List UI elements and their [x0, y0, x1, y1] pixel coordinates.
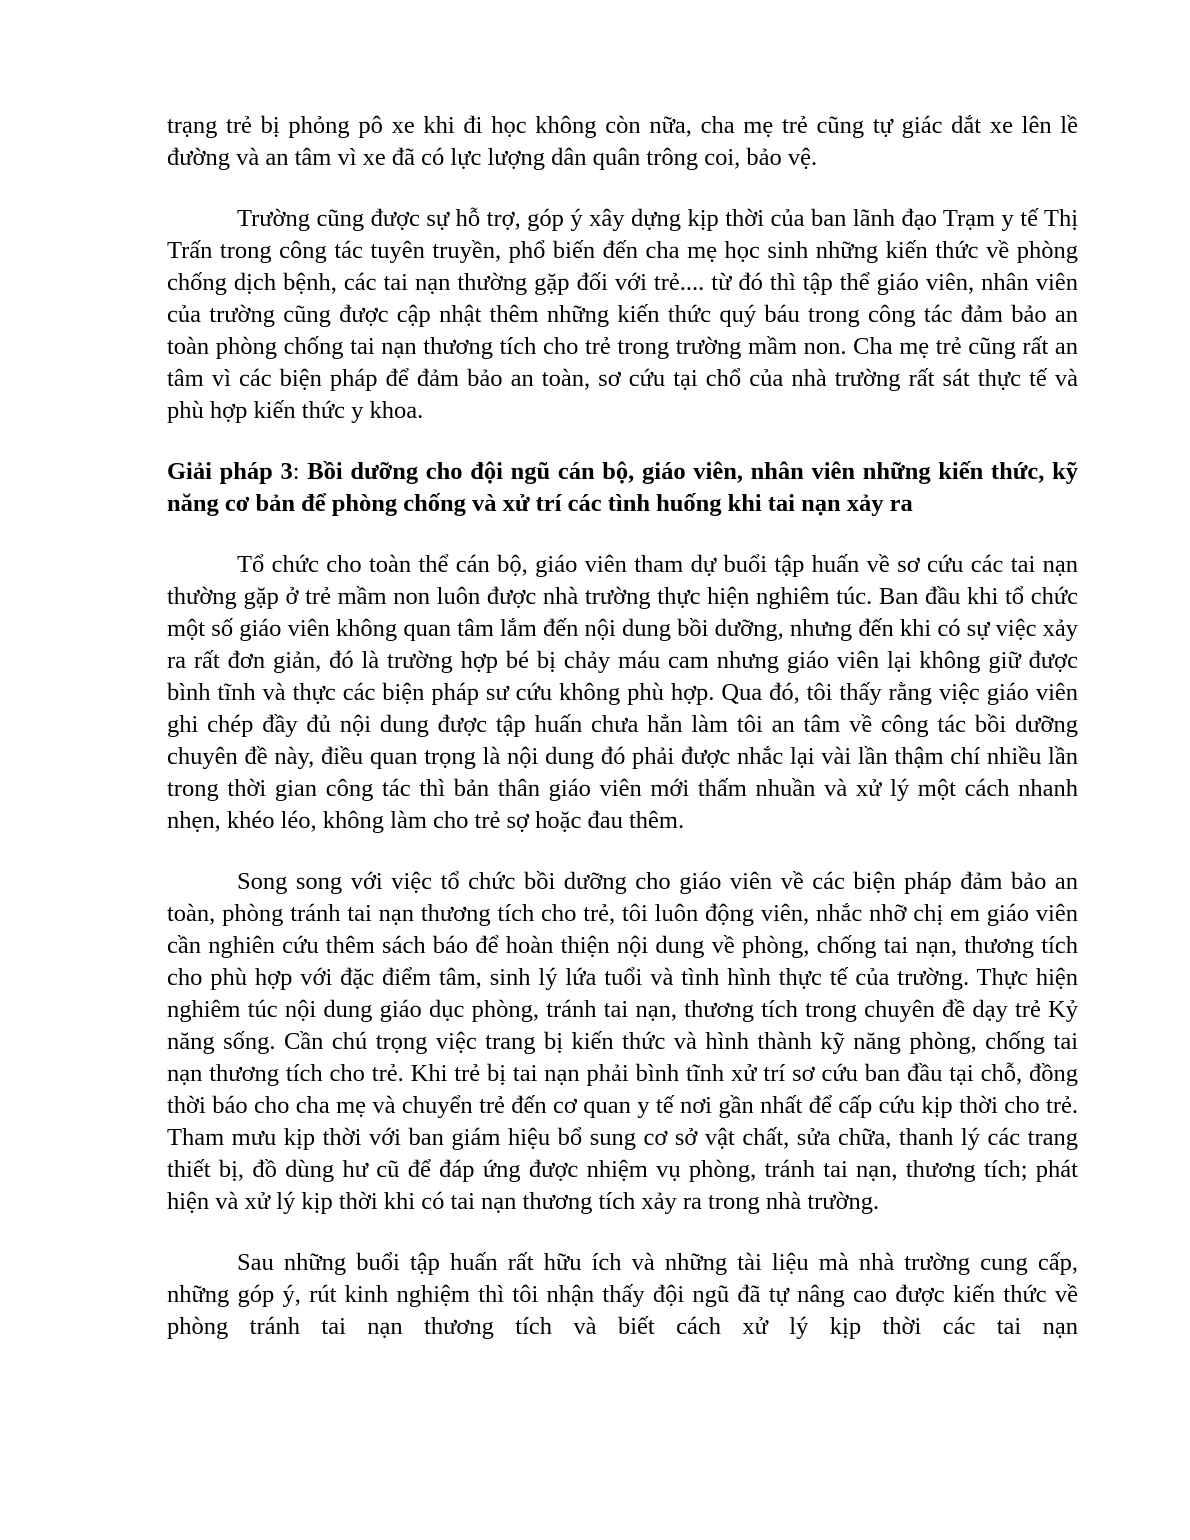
paragraph-gap: [167, 427, 1078, 456]
paragraph-training: Tổ chức cho toàn thể cán bộ, giáo viên tham dự buổi tập huấn về sơ cứu các tai nạn thường gặp ở trẻ mầm non luôn được nhà trường thực hiện nghiêm túc. Ban đầu khi tổ chức một số giáo viên không quan tâm lắm đến nội dung bồi dưỡng, nhưng đến khi có sự việc xảy ra rất đơn giản, đó là trường hợp bé bị chảy máu cam nhưng giáo viên lại không giữ được bình tĩnh và thực các biện pháp sư cứu không phù hợp. Qua đó, tôi thấy rằng việc giáo viên ghi chép đầy đủ nội dung được tập huấn chưa hẳn làm tôi an tâm về công tác bồi dưỡng chuyên đề này, điều quan trọng là nội dung đó phải được nhắc lại vài lần thậm chí nhiều lần trong thời gian công tác thì bản thân giáo viên mới thấm nhuần và xử lý một cách nhanh nhẹn, khéo léo, không làm cho trẻ sợ hoặc đau thêm.: [167, 551, 1078, 834]
paragraph-gap: [167, 837, 1078, 866]
paragraph-continued: trạng trẻ bị phỏng pô xe khi đi học không còn nữa, cha mẹ trẻ cũng tự giác dắt xe lên lề đường và an tâm vì xe đã có lực lượng dân quân trông coi, bảo vệ.: [167, 112, 1078, 171]
paragraph-parallel: Song song với việc tổ chức bồi dưỡng cho giáo viên về các biện pháp đảm bảo an toàn, phòng tránh tai nạn thương tích cho trẻ, tôi luôn động viên, nhắc nhỡ chị em giáo viên cần nghiên cứu thêm sách báo để hoàn thiện nội dung về phòng, chống tai nạn, thương tích cho phù hợp với đặc điểm tâm, sinh lý lứa tuổi và tình hình thực tế của trường. Thực hiện nghiêm túc nội dung giáo dục phòng, tránh tai nạn, thương tích trong chuyên đề dạy trẻ Kỷ năng sống. Cần chú trọng việc trang bị kiến thức và hình thành kỹ năng phòng, chống tai nạn thương tích cho trẻ. Khi trẻ bị tai nạn phải bình tĩnh xử trí sơ cứu ban đầu tại chỗ, đồng thời báo cho cha mẹ và chuyển trẻ đến cơ quan y tế nơi gần nhất để cấp cứu kịp thời cho trẻ. Tham mưu kịp thời với ban giám hiệu bổ sung cơ sở vật chất, sửa chữa, thanh lý các trang thiết bị, đồ dùng hư cũ để đáp ứng được nhiệm vụ phòng, tránh tai nạn, thương tích; phát hiện và xử lý kịp thời khi có tai nạn thương tích xảy ra trong nhà trường.: [167, 868, 1078, 1215]
paragraph-after-training: Sau những buổi tập huấn rất hữu ích và những tài liệu mà nhà trường cung cấp, những góp ý, rút kinh nghiệm thì tôi nhận thấy đội ngũ đã tự nâng cao được kiến thức về phòng tránh tai nạn thương tích và biết cách xử lý kịp thời các tai nạn: [167, 1249, 1078, 1340]
paragraph-health-station: Trường cũng được sự hỗ trợ, góp ý xây dựng kịp thời của ban lãnh đạo Trạm y tế Thị Trấn trong công tác tuyên truyền, phổ biến đến cha mẹ học sinh những kiến thức về phòng chống dịch bệnh, các tai nạn thường gặp đối với trẻ.... từ đó thì tập thể giáo viên, nhân viên của trường cũng được cập nhật thêm những kiến thức quý báu trong công tác đảm bảo an toàn phòng chống tai nạn thương tích cho trẻ trong trường mầm non. Cha mẹ trẻ cũng rất an tâm vì các biện pháp để đảm bảo an toàn, sơ cứu tại chổ của nhà trường rất sát thực tế và phù hợp kiến thức y khoa.: [167, 205, 1078, 424]
paragraph-gap: [167, 520, 1078, 549]
paragraph-gap: [167, 1218, 1078, 1247]
paragraph-gap: [167, 174, 1078, 203]
solution-label: Giải pháp 3: [167, 458, 293, 485]
solution-separator: :: [292, 458, 308, 485]
solution-title: Bồi dưỡng cho đội ngũ cán bộ, giáo viên, nhân viên những kiến thức, kỹ năng cơ bản để phòng chống và xử trí các tình huống khi tai nạn xảy ra: [167, 458, 1078, 517]
solution-heading: [167, 456, 1078, 520]
